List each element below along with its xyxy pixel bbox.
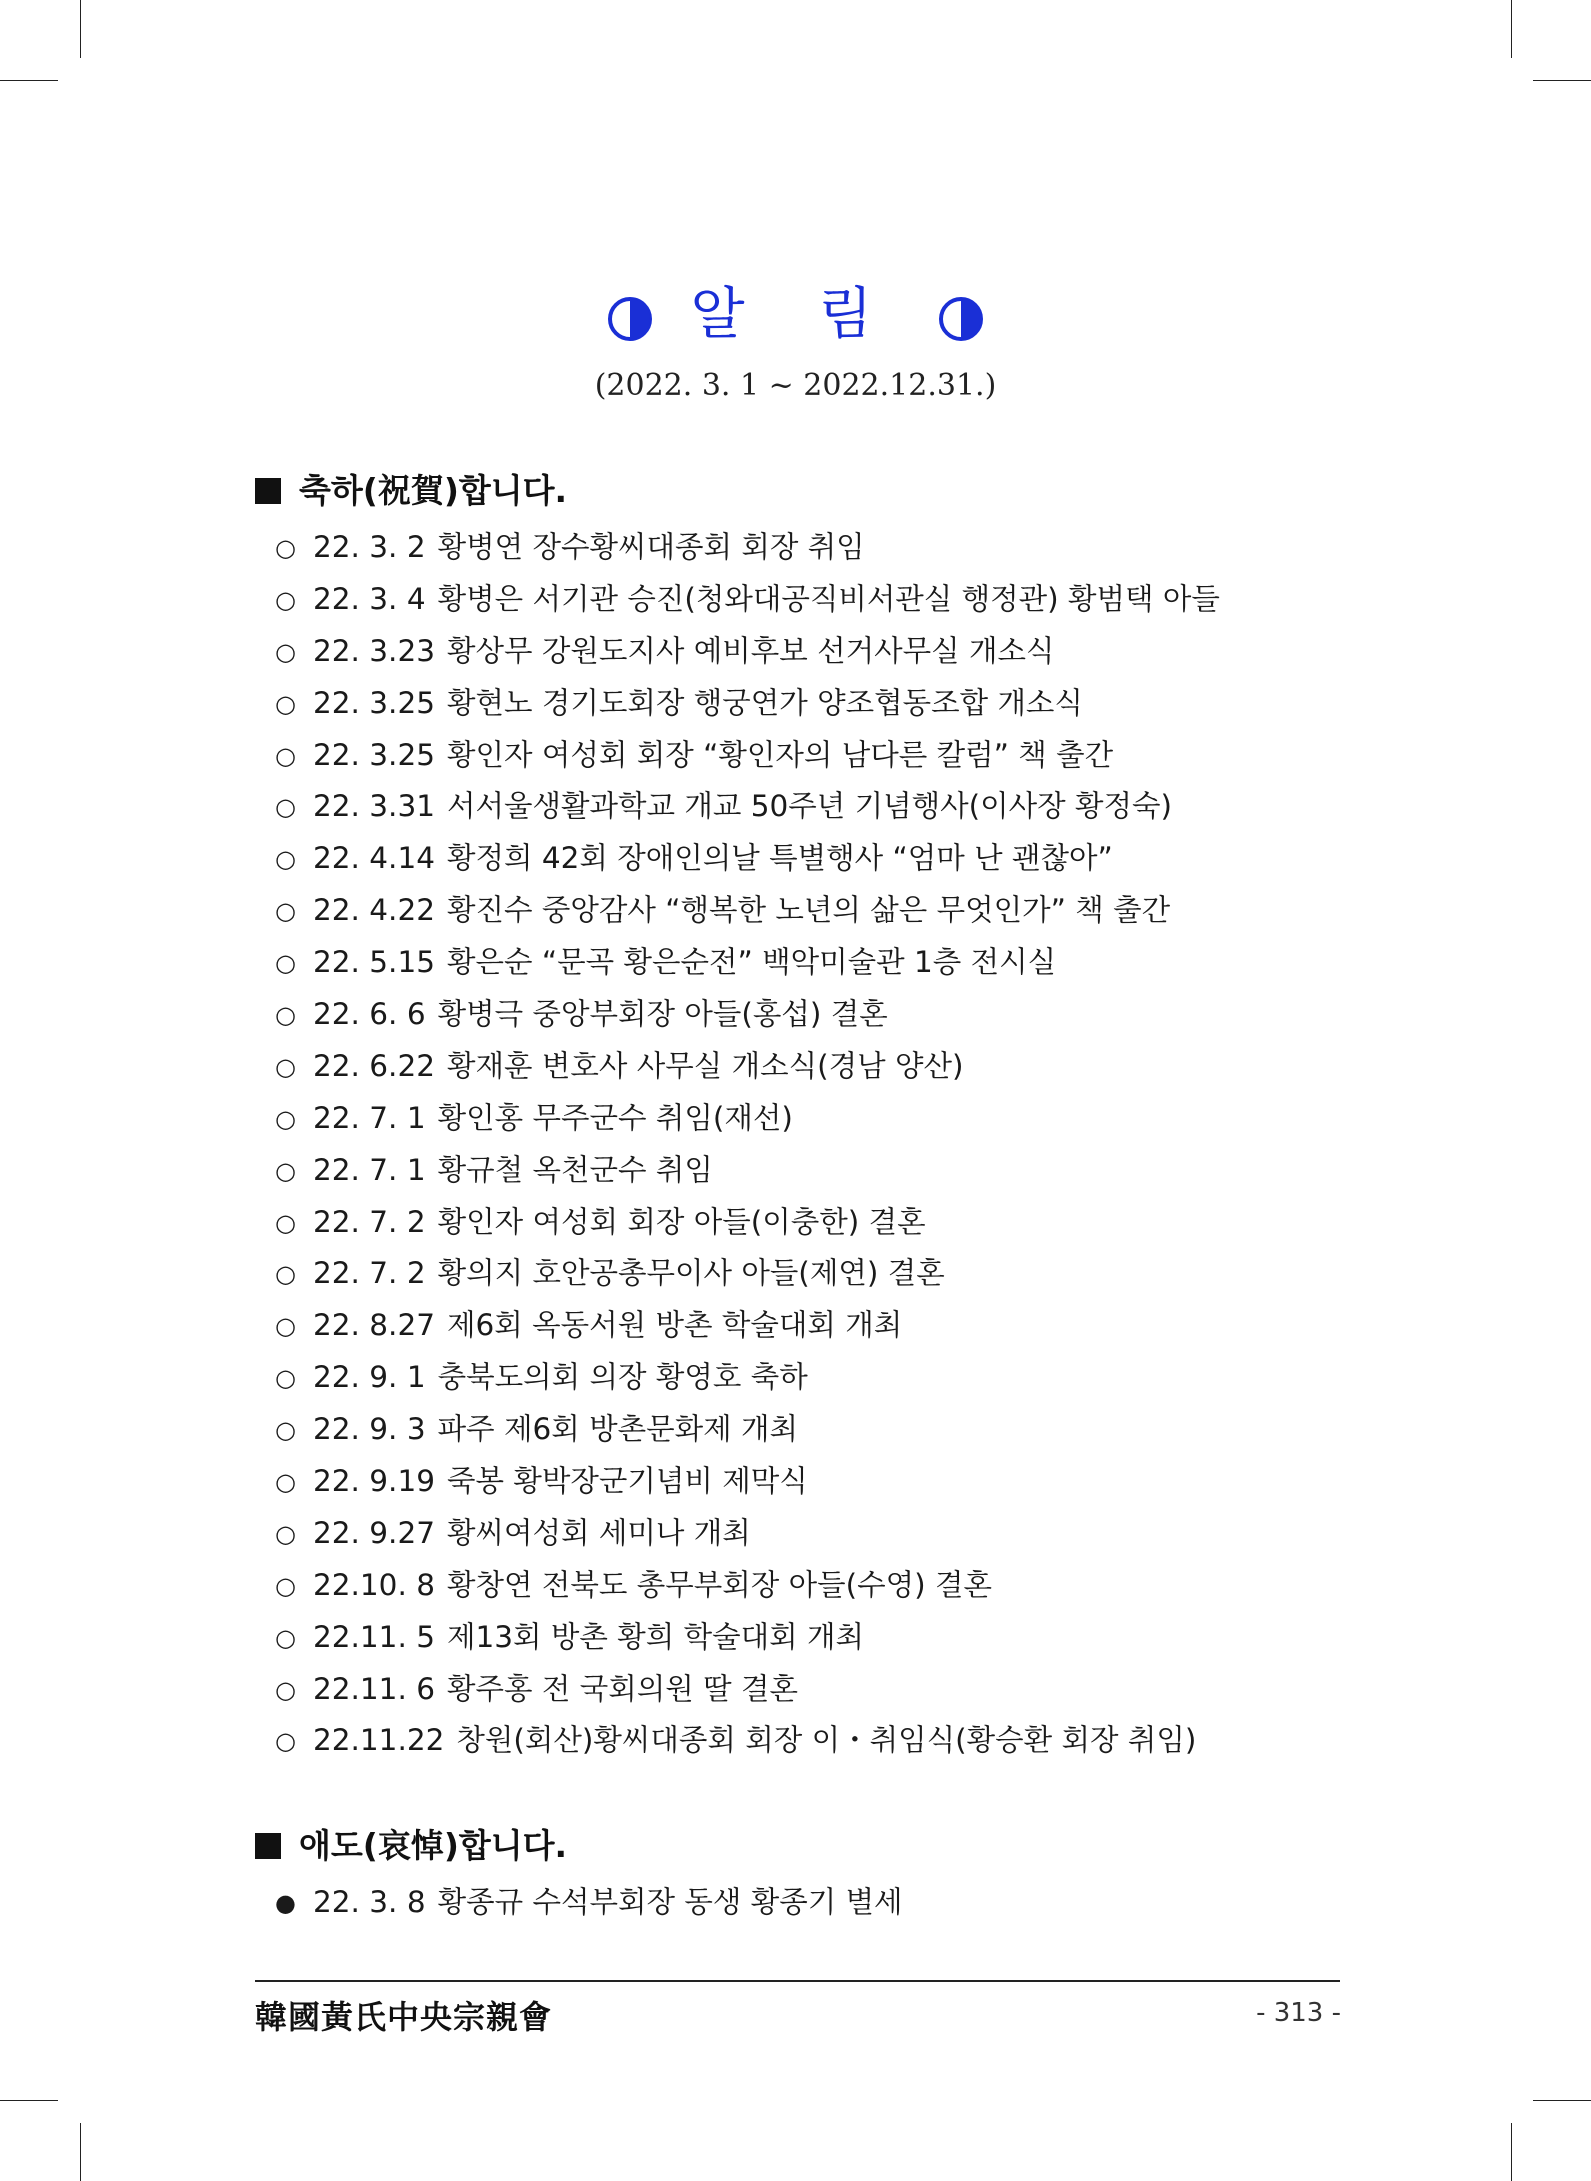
page-number: - 313 -	[1256, 1998, 1341, 2028]
item-date: 22. 9.19	[313, 1464, 435, 1499]
item-date: 22.11. 5	[313, 1619, 435, 1654]
item-date: 22. 3.25	[313, 737, 435, 772]
bullet-icon: ○	[275, 1001, 296, 1030]
item-date: 22. 7. 2	[313, 1204, 426, 1239]
bullet-icon: ○	[275, 1675, 296, 1704]
list-item	[275, 937, 1220, 989]
list-item	[275, 1093, 1220, 1145]
half-circle-icon	[938, 296, 984, 342]
bullet-icon: ○	[275, 1727, 296, 1756]
bullet-icon: ○	[275, 689, 296, 718]
bullet-icon: ○	[275, 949, 296, 978]
item-date: 22. 8.27	[313, 1308, 435, 1343]
bullet-icon: ○	[275, 897, 296, 926]
page-title	[0, 270, 1591, 350]
item-text: 황병연 장수황씨대종회 회장 취임	[437, 530, 865, 564]
item-text: 창원(회산)황씨대종회 회장 이・취임식(황승환 회장 취임)	[456, 1723, 1197, 1758]
congrats-heading-text: 축하(祝賀)합니다.	[299, 471, 568, 510]
item-date: 22.10. 8	[313, 1567, 435, 1602]
list-item	[275, 1248, 1220, 1300]
item-text: 파주 제6회 방촌문화제 개최	[437, 1412, 798, 1447]
bullet-icon: ○	[275, 585, 296, 614]
list-item	[275, 781, 1220, 833]
date-range: (2022. 3. 1 ~ 2022.12.31.)	[594, 368, 997, 403]
crop-mark	[1533, 80, 1591, 81]
bullet-icon: ○	[275, 1052, 296, 1081]
item-text: 황인자 여성회 회장 아들(이충한) 결혼	[437, 1204, 926, 1239]
crop-mark	[0, 2100, 58, 2101]
list-item	[275, 574, 1220, 626]
list-item	[275, 1041, 1220, 1093]
item-text: 황상무 강원도지사 예비후보 선거사무실 개소식	[446, 633, 1055, 668]
bullet-icon: ○	[275, 1260, 296, 1289]
list-item	[275, 1352, 1220, 1404]
item-text: 제13회 방촌 황희 학술대회 개최	[446, 1619, 864, 1654]
item-text: 황인홍 무주군수 취임(재선)	[437, 1100, 793, 1135]
item-text: 황병극 중앙부회장 아들(홍섭) 결혼	[437, 997, 888, 1032]
item-date: 22. 3. 2	[313, 530, 426, 564]
list-item	[275, 626, 1220, 678]
bullet-icon: ○	[275, 1623, 296, 1652]
item-date: 22. 7. 2	[313, 1256, 426, 1291]
black-square-icon	[255, 478, 281, 504]
bullet-icon: ○	[275, 741, 296, 770]
item-date: 22. 6.22	[313, 1048, 435, 1083]
item-text: 서서울생활과학교 개교 50주년 기념행사(이사장 황정숙)	[446, 789, 1172, 824]
list-item	[275, 678, 1220, 730]
bullet-icon: ○	[275, 793, 296, 822]
bullet-icon: ○	[275, 1416, 296, 1445]
item-date: 22. 5.15	[313, 945, 435, 980]
item-date: 22. 7. 1	[313, 1152, 426, 1187]
item-text: 황진수 중앙감사 “행복한 노년의 삶은 무엇인가” 책 출간	[446, 893, 1171, 928]
item-date: 22. 9. 1	[313, 1360, 426, 1395]
list-item	[275, 1560, 1220, 1612]
bullet-icon: ○	[275, 1312, 296, 1341]
item-date: 22. 4.14	[313, 841, 435, 876]
item-date: 22. 3.31	[313, 789, 435, 824]
congrats-list	[275, 522, 1220, 1767]
list-item	[275, 1404, 1220, 1456]
item-text: 황창연 전북도 총무부회장 아들(수영) 결혼	[446, 1567, 992, 1602]
footer-divider	[255, 1980, 1340, 1982]
item-text: 황의지 호안공총무이사 아들(제연) 결혼	[437, 1256, 945, 1291]
item-text: 황규철 옥천군수 취임	[437, 1152, 713, 1187]
list-item	[275, 1145, 1220, 1197]
congrats-heading	[255, 465, 567, 512]
footer-organization: 韓國黃氏中央宗親會	[255, 1998, 553, 2036]
item-text: 황재훈 변호사 사무실 개소식(경남 양산)	[446, 1048, 964, 1083]
crop-mark	[1533, 2100, 1591, 2101]
bullet-icon: ○	[275, 845, 296, 874]
list-item	[275, 730, 1220, 782]
list-item	[275, 1456, 1220, 1508]
crop-mark	[80, 0, 81, 58]
black-square-icon	[255, 1833, 281, 1859]
item-text: 황인자 여성회 회장 “황인자의 남다른 칼럼” 책 출간	[446, 737, 1114, 772]
item-date: 22. 3.23	[313, 633, 435, 668]
list-item	[275, 1300, 1220, 1352]
bullet-icon: ○	[275, 1208, 296, 1237]
list-item	[275, 1715, 1220, 1767]
item-text: 황현노 경기도회장 행궁연가 양조협동조합 개소식	[446, 685, 1083, 720]
list-item	[275, 1612, 1220, 1664]
item-date: 22. 6. 6	[313, 997, 426, 1032]
bullet-icon: ○	[275, 1571, 296, 1600]
bullet-icon: ○	[275, 637, 296, 666]
crop-mark	[80, 2123, 81, 2181]
item-date: 22. 3. 8	[313, 1885, 426, 1919]
list-item	[275, 1877, 903, 1929]
item-text: 충북도의회 의장 황영호 축하	[437, 1360, 808, 1395]
bullet-icon: ○	[275, 1156, 296, 1185]
crop-mark	[1511, 0, 1512, 58]
condolence-heading	[255, 1820, 567, 1867]
item-text: 황종규 수석부회장 동생 황종기 별세	[437, 1885, 903, 1919]
item-date: 22. 7. 1	[313, 1100, 426, 1135]
condolence-heading-text: 애도(哀悼)합니다.	[299, 1826, 568, 1865]
list-item	[275, 522, 1220, 574]
bullet-icon: ○	[275, 1364, 296, 1393]
item-date: 22. 4.22	[313, 893, 435, 928]
item-date: 22.11.22	[313, 1723, 445, 1758]
item-date: 22. 9.27	[313, 1515, 435, 1550]
item-date: 22. 3.25	[313, 685, 435, 720]
item-text: 죽봉 황박장군기념비 제막식	[446, 1464, 808, 1499]
bullet-icon: ○	[275, 1104, 296, 1133]
title-text: 알 림	[690, 282, 901, 347]
item-text: 황씨여성회 세미나 개최	[446, 1515, 751, 1550]
list-item	[275, 1508, 1220, 1560]
list-item	[275, 885, 1220, 937]
bullet-icon: ●	[275, 1889, 296, 1917]
crop-mark	[0, 80, 58, 81]
list-item	[275, 833, 1220, 885]
bullet-icon: ○	[275, 1519, 296, 1548]
list-item	[275, 1197, 1220, 1249]
half-circle-icon	[607, 296, 653, 342]
list-item	[275, 989, 1220, 1041]
crop-mark	[1511, 2123, 1512, 2181]
bullet-icon: ○	[275, 534, 296, 562]
item-date: 22. 3. 4	[313, 581, 426, 616]
bullet-icon: ○	[275, 1468, 296, 1497]
item-text: 황주홍 전 국회의원 딸 결혼	[446, 1671, 798, 1706]
item-text: 황은순 “문곡 황은순전” 백악미술관 1층 전시실	[446, 945, 1057, 980]
item-date: 22. 9. 3	[313, 1412, 426, 1447]
item-text: 황병은 서기관 승진(청와대공직비서관실 행정관) 황범택 아들	[437, 581, 1220, 616]
item-text: 제6회 옥동서원 방촌 학술대회 개최	[446, 1308, 903, 1343]
list-item	[275, 1664, 1220, 1716]
item-date: 22.11. 6	[313, 1671, 435, 1706]
item-text: 황정희 42회 장애인의날 특별행사 “엄마 난 괜찮아”	[446, 841, 1113, 876]
condolence-list	[275, 1877, 903, 1929]
